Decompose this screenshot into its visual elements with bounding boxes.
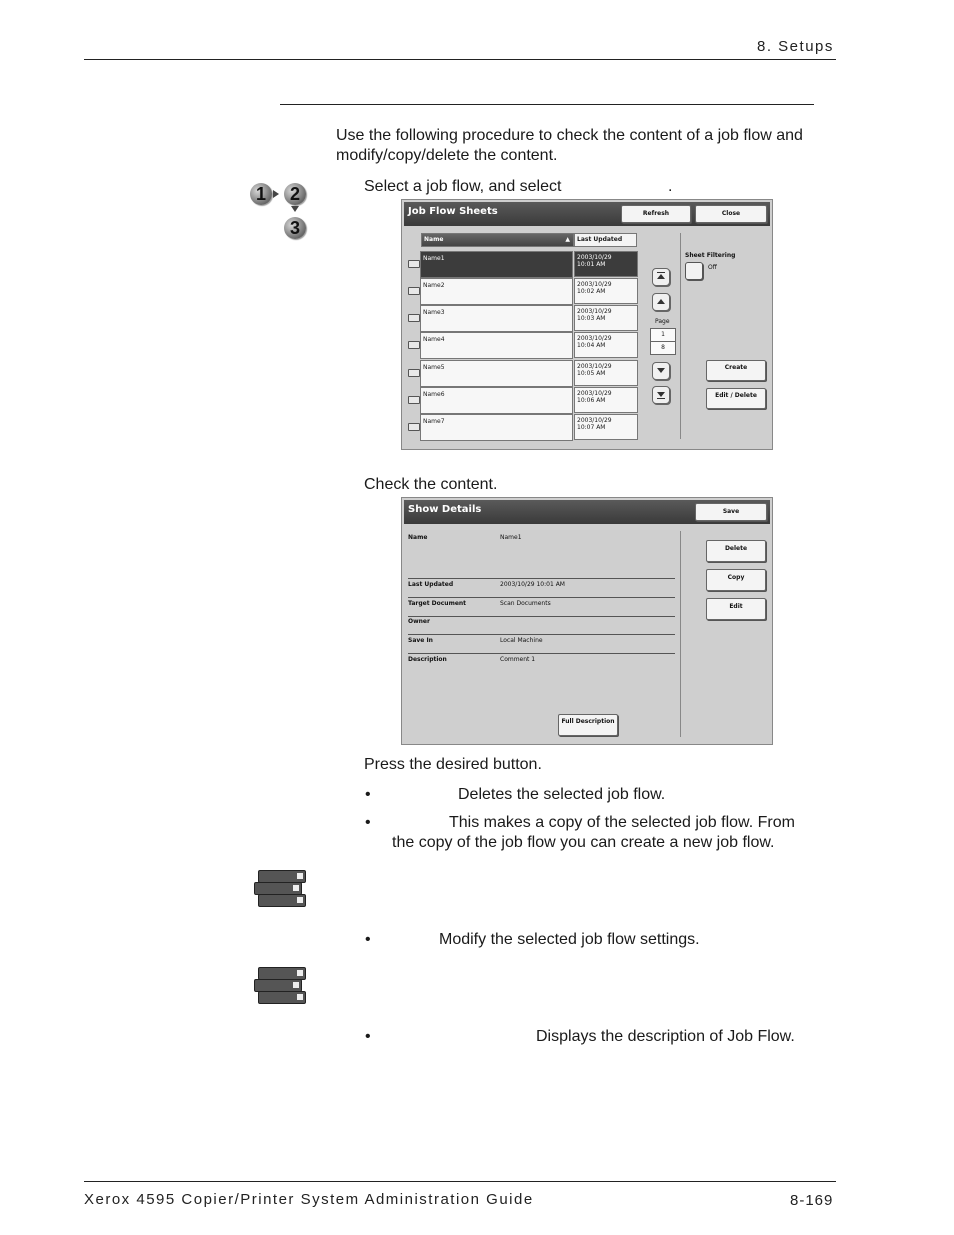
sheet-filtering-toggle[interactable] bbox=[685, 262, 703, 280]
row-date: 2003/10/29 bbox=[577, 254, 612, 261]
bullet-copy-text-1: This makes a copy of the selected job flow. From bbox=[449, 814, 795, 831]
footer-title: Xerox 4595 Copier/Printer System Administration Guide bbox=[84, 1191, 534, 1208]
step-number-1: 1 bbox=[250, 183, 272, 205]
field-divider bbox=[408, 578, 675, 579]
table-row-date[interactable] bbox=[574, 332, 638, 358]
page-number: 8-169 bbox=[790, 1192, 834, 1209]
steps-icon bbox=[248, 180, 310, 242]
book-shape bbox=[258, 991, 306, 1004]
row-time: 10:07 AM bbox=[577, 424, 606, 431]
table-row-name[interactable]: Name2 bbox=[420, 278, 573, 305]
panel-divider bbox=[680, 233, 681, 439]
job-flow-icon bbox=[408, 314, 420, 322]
table-row-name[interactable]: Name5 bbox=[420, 360, 573, 387]
step-1-text: Select a job flow, and select bbox=[364, 178, 562, 195]
triangle-up-icon bbox=[657, 299, 665, 304]
step-number-2: 2 bbox=[284, 183, 306, 205]
step-3-text: Press the desired button. bbox=[364, 756, 542, 773]
refresh-button[interactable]: Refresh bbox=[621, 205, 691, 223]
field-divider bbox=[408, 597, 675, 598]
bullet-full-description-text: Displays the description of Job Flow. bbox=[536, 1028, 795, 1045]
screen-title: Job Flow Sheets bbox=[408, 206, 498, 217]
section-rule bbox=[280, 104, 814, 105]
job-flow-sheets-screen bbox=[401, 199, 773, 450]
step-2-text: Check the content. bbox=[364, 476, 498, 493]
field-label-name: Name bbox=[408, 534, 428, 541]
field-value-save-in: Local Machine bbox=[500, 637, 543, 644]
bullet-marker: • bbox=[365, 786, 371, 803]
table-row-name[interactable]: Name4 bbox=[420, 332, 573, 359]
scroll-bottom-button[interactable] bbox=[652, 386, 670, 404]
scroll-top-button[interactable] bbox=[652, 268, 670, 286]
field-label-save-in: Save In bbox=[408, 637, 433, 644]
triangle-down-icon bbox=[657, 368, 665, 373]
bullet-marker: • bbox=[365, 814, 371, 831]
note-books-icon bbox=[250, 868, 306, 914]
field-value-target-document: Scan Documents bbox=[500, 600, 551, 607]
bar-icon bbox=[657, 398, 665, 399]
sheet-filtering-value: Off bbox=[708, 264, 717, 271]
row-date: 2003/10/29 bbox=[577, 363, 612, 370]
arrow-down-icon bbox=[291, 206, 299, 212]
table-row-date[interactable] bbox=[574, 305, 638, 331]
intro-paragraph: Use the following procedure to check the content of a job flow and modify/copy/delete the content. bbox=[336, 127, 803, 164]
field-value-description: Comment 1 bbox=[500, 656, 536, 663]
bullet-marker: • bbox=[365, 931, 371, 948]
job-flow-icon bbox=[408, 423, 420, 431]
field-value-last-updated: 2003/10/29 10:01 AM bbox=[500, 581, 565, 588]
table-row-date[interactable] bbox=[574, 251, 638, 277]
row-time: 10:05 AM bbox=[577, 370, 606, 377]
field-label-target-document: Target Document bbox=[408, 600, 467, 607]
delete-button[interactable]: Delete bbox=[706, 540, 766, 562]
bullet-copy-text-2: the copy of the job flow you can create a new job flow. bbox=[392, 834, 775, 851]
column-header-name-label: Name bbox=[424, 236, 444, 243]
column-header-last-updated[interactable]: Last Updated bbox=[574, 233, 637, 247]
book-shape bbox=[258, 894, 306, 907]
field-label-description: Description bbox=[408, 656, 447, 663]
screen-title: Show Details bbox=[408, 504, 482, 515]
running-header: 8. Setups bbox=[757, 38, 834, 55]
close-button[interactable]: Close bbox=[695, 205, 767, 223]
row-time: 10:04 AM bbox=[577, 342, 606, 349]
triangle-up-icon bbox=[657, 274, 665, 279]
scroll-up-button[interactable] bbox=[652, 293, 670, 311]
scroll-down-button[interactable] bbox=[652, 362, 670, 380]
bullet-marker: • bbox=[365, 1028, 371, 1045]
page-label: Page bbox=[655, 318, 670, 325]
row-time: 10:02 AM bbox=[577, 288, 606, 295]
table-row-name[interactable]: Name6 bbox=[420, 387, 573, 414]
field-label-last-updated: Last Updated bbox=[408, 581, 454, 588]
save-button[interactable]: Save bbox=[695, 503, 767, 521]
table-row-date[interactable] bbox=[574, 278, 638, 304]
job-flow-icon bbox=[408, 341, 420, 349]
show-details-screen bbox=[401, 497, 773, 745]
bullet-edit-text: Modify the selected job flow settings. bbox=[439, 931, 700, 948]
field-value-name: Name1 bbox=[500, 534, 522, 541]
table-row-name[interactable]: Name7 bbox=[420, 414, 573, 441]
row-time: 10:01 AM bbox=[577, 261, 606, 268]
column-header-name[interactable] bbox=[421, 233, 574, 247]
arrow-right-icon bbox=[273, 190, 279, 198]
bar-icon bbox=[657, 272, 665, 273]
job-flow-icon bbox=[408, 396, 420, 404]
table-row-name[interactable]: Name1 bbox=[420, 251, 573, 278]
row-time: 10:06 AM bbox=[577, 397, 606, 404]
page-indicator bbox=[650, 328, 676, 355]
field-divider bbox=[408, 634, 675, 635]
note-books-icon bbox=[250, 965, 306, 1011]
row-date: 2003/10/29 bbox=[577, 390, 612, 397]
table-row-date[interactable] bbox=[574, 360, 638, 386]
full-description-button[interactable]: Full Description bbox=[558, 714, 618, 736]
page-total: 8 bbox=[661, 344, 665, 351]
row-date: 2003/10/29 bbox=[577, 417, 612, 424]
row-date: 2003/10/29 bbox=[577, 281, 612, 288]
row-date: 2003/10/29 bbox=[577, 335, 612, 342]
edit-delete-button[interactable]: Edit / Delete bbox=[706, 388, 766, 409]
table-row-name[interactable]: Name3 bbox=[420, 305, 573, 332]
bullet-delete-text: Deletes the selected job flow. bbox=[458, 786, 666, 803]
triangle-down-icon bbox=[657, 392, 665, 397]
job-flow-icon bbox=[408, 369, 420, 377]
create-button[interactable]: Create bbox=[706, 360, 766, 381]
field-divider bbox=[408, 616, 675, 617]
edit-button[interactable]: Edit bbox=[706, 598, 766, 620]
step-1-end: . bbox=[668, 178, 673, 195]
step-number-3: 3 bbox=[284, 217, 306, 239]
row-date: 2003/10/29 bbox=[577, 308, 612, 315]
footer-rule bbox=[84, 1181, 836, 1182]
sheet-filtering-label: Sheet Filtering bbox=[685, 252, 736, 259]
panel-divider bbox=[680, 531, 681, 737]
field-label-owner: Owner bbox=[408, 618, 430, 625]
job-flow-icon bbox=[408, 260, 420, 268]
sort-ascending-icon: ▲ bbox=[565, 236, 570, 243]
page-current: 1 bbox=[651, 329, 675, 342]
row-time: 10:03 AM bbox=[577, 315, 606, 322]
copy-button[interactable]: Copy bbox=[706, 569, 766, 591]
table-row-date[interactable] bbox=[574, 414, 638, 440]
job-flow-icon bbox=[408, 287, 420, 295]
table-row-date[interactable] bbox=[574, 387, 638, 413]
header-rule bbox=[84, 59, 836, 60]
field-divider bbox=[408, 653, 675, 654]
